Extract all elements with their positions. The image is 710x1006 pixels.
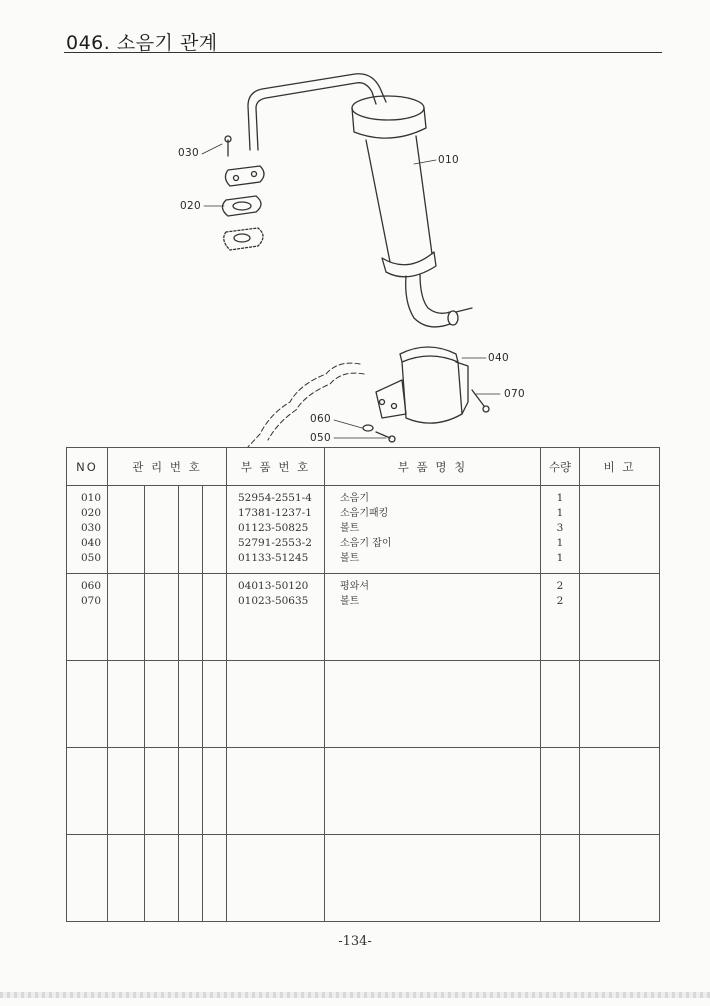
remarks-cell: [580, 574, 660, 661]
page-number: -134-: [338, 934, 372, 949]
quantities: 1 1 3 1 1: [556, 492, 564, 564]
table-row: [67, 486, 660, 574]
page-title: 046. 소음기 관계: [66, 32, 218, 54]
muffler-exploded-diagram: [150, 62, 550, 447]
callout-030: 030: [178, 147, 199, 159]
management-cells: [108, 748, 227, 835]
remarks-cell: [580, 486, 660, 574]
management-cells: [108, 835, 227, 922]
management-cells: [108, 574, 227, 661]
parts-table: [66, 447, 660, 922]
header-remarks: 비 고: [580, 448, 660, 486]
management-cells: [108, 486, 227, 574]
title-divider: [64, 52, 662, 53]
header-no: NO: [67, 448, 108, 486]
management-cells: [108, 661, 227, 748]
part-numbers: 52954-2551-4 17381-1237-1 01123-50825 52791-2553-2 01133-51245: [238, 492, 312, 564]
callout-060: 060: [310, 413, 331, 425]
callout-070: 070: [504, 388, 525, 400]
callout-010: 010: [438, 154, 459, 166]
table-row: [67, 661, 660, 748]
muffler-illustration: [150, 62, 550, 447]
table-header-row: [67, 448, 660, 486]
header-part-number: 부 품 번 호: [227, 448, 325, 486]
row-numbers: 010 020 030 040 050: [81, 492, 102, 564]
row-numbers: 060 070: [81, 580, 102, 607]
part-numbers: 04013-50120 01023-50635: [238, 580, 309, 607]
callout-040: 040: [488, 352, 509, 364]
quantities: 2 2: [556, 580, 564, 607]
table-row: [67, 574, 660, 661]
scan-edge: [0, 992, 710, 998]
callout-050: 050: [310, 432, 331, 444]
header-quantity: 수량: [541, 448, 580, 486]
header-management-number: 관 리 번 호: [108, 448, 227, 486]
part-names: 소음기 소음기패킹 볼트 소음기 잡이 볼트: [340, 493, 392, 564]
table-row: [67, 748, 660, 835]
part-names: 평와셔 볼트: [340, 581, 369, 607]
header-part-name: 부 품 명 칭: [325, 448, 541, 486]
callout-020: 020: [180, 200, 201, 212]
table-row: [67, 835, 660, 922]
